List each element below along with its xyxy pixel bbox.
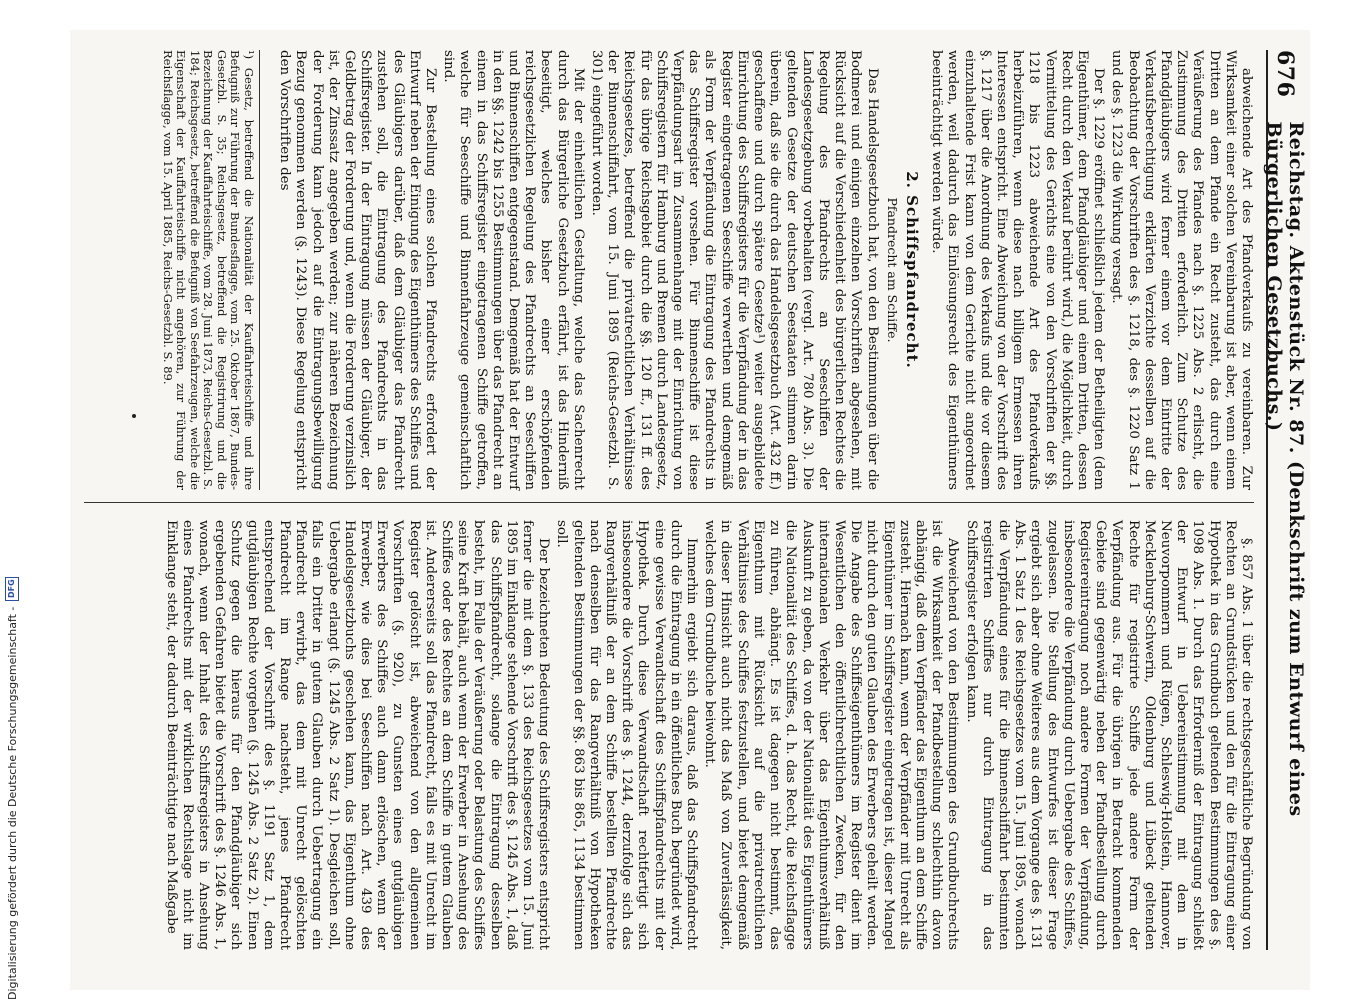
paragraph: Abweichend von den Bestimmungen des Grundbuchrechts ist die Wirksamkeit der Pfandbestellung schlechthin davon abhängig, daß dem Verpfänder das Eigenthum an dem Schiffe zusteht. Hiernach kann, wenn der Verpfänder mit Unrecht als Eigenthümer im Schiffsregister eingetragen ist, dieser Mangel nicht durch den guten Glauben des Erwerbers geheilt werden. Die Angabe des Schiffseigenthümers im Register dient im Wesentlichen den öffentlichrechtlichen Zwecken, für den internationalen Verkehr über das Eigenthumsverhältniß Auskunft zu geben, da von der Nationalität des Eigenthümers die Nationalität des Schiffes, d. h. das Recht, die Reichsflagge zu führen, abhängt. Es ist dagegen nicht bestimmt, das Eigenthum mit Rücksicht auf die privatrechtlichen Verhältnisse des Schiffes festzustellen, und bietet demgemäß in dieser Hinsicht auch nicht das Maß von Zuverlässigkeit, welches dem Grundbuche beiwohnt. [702, 520, 961, 950]
paragraph: Der bezeichneten Bedeutung des Schiffsregisters entspricht ferner die mit dem §. 133 des Reichsgesetzes vom 15. Juni 1895 im Einklange stehende Vorschrift des §. 1245 Abs. 1, daß das Schiffspfandrecht, solange die Eintragung desselben besteht, im Falle der Veräußerung oder Belastung des Schiffes seine Kraft behält, auch wenn der Erwerber in Ansehung des Schiffes oder des Rechtes an dem Schiffe in gutem Glauben ist. Andererseits soll das Pfandrecht, falls es mit Unrecht im Register gelöscht ist, abweichend von den allgemeinen Vorschriften (§. 920), zu Gunsten eines gutgläubigen Erwerbers des Schiffes auch dann erlöschen, wenn der Erwerber, wie dies bei Seeschiffen nach Art. 439 des Handelsgesetzbuchs geschehen kann, das Eigenthum ohne Uebergabe erlangt (§. 1245 Abs. 2 Satz 1). Desgleichen soll, falls ein Dritter in gutem Glauben durch Uebertragung ein Pfandrecht erwirbt, das dem mit Unrecht gelöschten Pfandrecht im Range nachsteht, jenes Pfandrecht entsprechend der Vorschrift des §. 1191 Satz 1, dem gutgläubigen Rechte vorgehen (§. 1245 Abs. 2 Satz 2). Einen Schutz gegen die hieraus für den Pfandgläubiger sich ergebenden Gefahren bietet die Vorschrift des §. 1246 Abs. 1, wonach, wenn der Inhalt des Schiffsregisters in Ansehung eines Pfandrechts mit der wirklichen Rechtslage nicht im Einklange steht, der dadurch Beeinträchtigte nach Maßgabe [163, 520, 552, 950]
rotated-page [70, 30, 1310, 970]
paragraph: Mit der einheitlichen Gestaltung, welche das Sachenrecht durch das Bürgerliche Gesetzbuch erfährt, ist das Hinderniß beseitigt, welches bisher einer erschöpfenden reichsgesetzlichen Regelung des Pfandrechts an Seeschiffen und Binnenschiffen entgegenstand. Demgemäß hat der Entwurf in den §§. 1242 bis 1255 Bestimmungen über das Pfandrecht an einem in das Schiffsregister eingetragenen Schiffe getroffen, welche für Seeschiffe und Binnenfahrzeuge gemeinschaftlich sind. [441, 50, 586, 490]
paragraph: §. 857 Abs. 1 über die rechtsgeschäftliche Begründung von Rechten an Grundstücken und den für die Eintragung einer Hypothek in das Grundbuch geltenden Bestimmungen des §. 1098 Abs. 1. Durch das Erforderniß der Eintragung schließt der Entwurf in Uebereinstimmung mit dem in Neuvorpommern und Rügen, Schleswig-Holstein, Hannover, Mecklenburg-Schwerin, Oldenburg und Lübeck geltenden Rechte für registrirte Schiffe jede andere Form der Verpfändung aus. Für die übrigen in Betracht kommenden Gebiete sind gegenwärtig neben der Pfandbestellung durch Registereintragung noch andere Formen der Verpfändung, insbesondere die Verpfändung durch Uebergabe des Schiffes, zugelassen. Die Stellung des Entwurfes ist dieser Frage ergiebt sich aber ohne Weiteres aus dem Vorgange des §. 131 Abs. 1 Satz 1 des Reichsgesetzes vom 15. Juni 1895, wonach die Verpfändung eines für die Binnenschiffahrt bestimmten registrirten Schiffes nur durch Eintragung in das Schiffsregister erfolgen kann. [963, 520, 1254, 950]
dfg-logo-icon: DFG [5, 577, 19, 601]
paragraph: Das Handelsgesetzbuch hat, von den Bestimmungen über die Bodmerei und einigen einzelnen Vorschriften abgesehen, mit Rücksicht auf die Verschiedenheit des bürgerlichen Rechtes die Regelung des Pfandrechts an Seeschiffen der Landesgesetzgebung vorbehalten (vergl. Art. 780 Abs. 3). Die geltenden Gesetze der deutschen Seestaaten stimmen darin überein, daß sie die durch das Handelsgesetzbuch (Art. 432 ff.) geschaffene und durch spätere Gesetze¹) weiter ausgebildete Einrichtung des Schiffsregisters für die Verpfändung der in das Register eingetragenen Seeschiffe verwerthen und demgemäß als Form der Verpfändung die Eintragung des Pfandrechts in das Schiffsregister vorsehen. Für Binnenschiffe ist diese Verpfändungsart im Zusammenhange mit der Einrichtung von Schiffsregistern für Hamburg und Bremen durch Landesgesetz, für das übrige Reichsgebiet durch die §§. 120 ff., 131 ff. des Reichsgesetzes, betreffend die privatrechtlichen Verhältnisse der Binnenschiffahrt, vom 15. Juni 1895 (Reichs-Gesetzbl. S. 301) eingeführt worden. [589, 50, 880, 490]
scanned-page [70, 30, 1310, 990]
footnote-text: ¹) Gesetz, betreffend die Nationalität der Kauffahrteischiffe und ihre Befugniß zur Führung der Bundesflagge, vom 25. Oktober 1867, Bundes-Gesetzbl. S. 35; Reichsgesetz, betreffend die Registrirung und die Bezeichnung der Kauffahrteischiffe, vom 28. Juni 1873, Reichs-Gesetzbl. S. 184; Reichsgesetz, betreffend die Befugniß von Seefahrzeugen, welche die Eigenschaft der Kauffahrteischiffe nicht angehören, zur Führung der Reichsflagge, vom 15. April 1885, Reichs-Gesetzbl. S. 89. [161, 50, 256, 490]
sponsor-line [4, 40, 20, 1000]
page-number: 676 [1272, 50, 1298, 98]
left-column [274, 50, 1254, 490]
paragraph: abweichende Art des Pfandverkaufs zu vereinbaren. Zur Wirksamkeit einer solchen Vereinbarung ist aber, wenn einem Dritten an dem Pfande ein Recht zusteht, das durch eine Veräußerung des Pfandes nach §. 1225 Abs. 2 erlischt, die Zustimmung des Dritten erforderlich. Zum Schutze des Pfandgläubigers wird ferner einem vor dem Eintritte der Verkaufsberechtigung erklärten Verzichte desselben auf die Beobachtung der Vorschriften des §. 1218, des §. 1220 Satz 1 und des §. 1223 die Wirkung versagt. [1109, 50, 1254, 490]
paragraph: Zur Bestellung eines solchen Pfandrechts erfordert der Entwurf neben der Einigung des Eigenthümers des Schiffes und des Gläubigers darüber, daß dem Gläubiger das Pfandrecht zustehen soll, die Eintragung des Pfandrechts in das Schiffsregister. In der Eintragung müssen der Gläubiger, der Geldbetrag der Forderung und, wenn die Forderung verzinslich ist, der Zinssatz angegeben werden; zur näheren Bezeichnung der Forderung kann jedoch auf die Eintragungsbewilligung Bezug genommen werden (§. 1243). Diese Regelung entspricht den Vorschriften des [277, 50, 439, 490]
section-subtitle: Pfandrecht am Schiffe. [884, 197, 900, 343]
paragraph: Immerhin ergiebt sich daraus, daß das Schiffspfandrecht durch die Eintragung in ein öffentliches Buch begründet wird, eine gewisse Verwandtschaft des Schiffspfandrechts mit der Hypothek. Durch diese Verwandtschaft rechtfertigt sich insbesondere die Vorschrift des §. 1244, derzufolge sich das Rangverhältniß der an dem Schiffe bestellten Pfandrechte nach denselben für das Rangverhältniß von Hypotheken geltenden Bestimmungen der §§. 863 bis 865, 1134 bestimmen soll. [554, 520, 700, 950]
footnote [161, 50, 261, 490]
sponsor-text: Digitalisierung gefördert durch die Deutsche Forschungsgemeinschaft - [5, 606, 19, 1000]
page-header [1263, 50, 1307, 950]
right-column [84, 520, 1254, 950]
section-title: 2. Schiffspfandrecht. [902, 171, 921, 369]
paragraph: Der §. 1229 eröffnet schließlich jedem der Betheiligten (dem Eigenthümer, dem Pfandgläubiger und einem Dritten, dessen Recht durch den Verkauf berührt wird,) die Möglichkeit, durch Vermittelung des Gerichts eine von den Vorschriften der §§. 1218 bis 1223 abweichende Art des Pfandverkaufs herbeizuführen, wenn diese nach billigem Ermessen ihren Interessen entspricht. Eine Abweichung von der Vorschrift des §. 1217 über die Anordnung des Verkaufs und die vor diesem einzuhaltende Frist kann von dem Gerichte nicht angeordnet werden, weil dadurch das Einlösungsrecht des Eigenthümers beeinträchtigt werden würde. [929, 50, 1107, 490]
column-divider [84, 502, 1254, 503]
page-header-title: Reichstag. Aktenstück Nr. 87. (Denkschrift zum Entwurf eines Bürgerlichen Gesetzbuchs.) [1263, 121, 1307, 817]
